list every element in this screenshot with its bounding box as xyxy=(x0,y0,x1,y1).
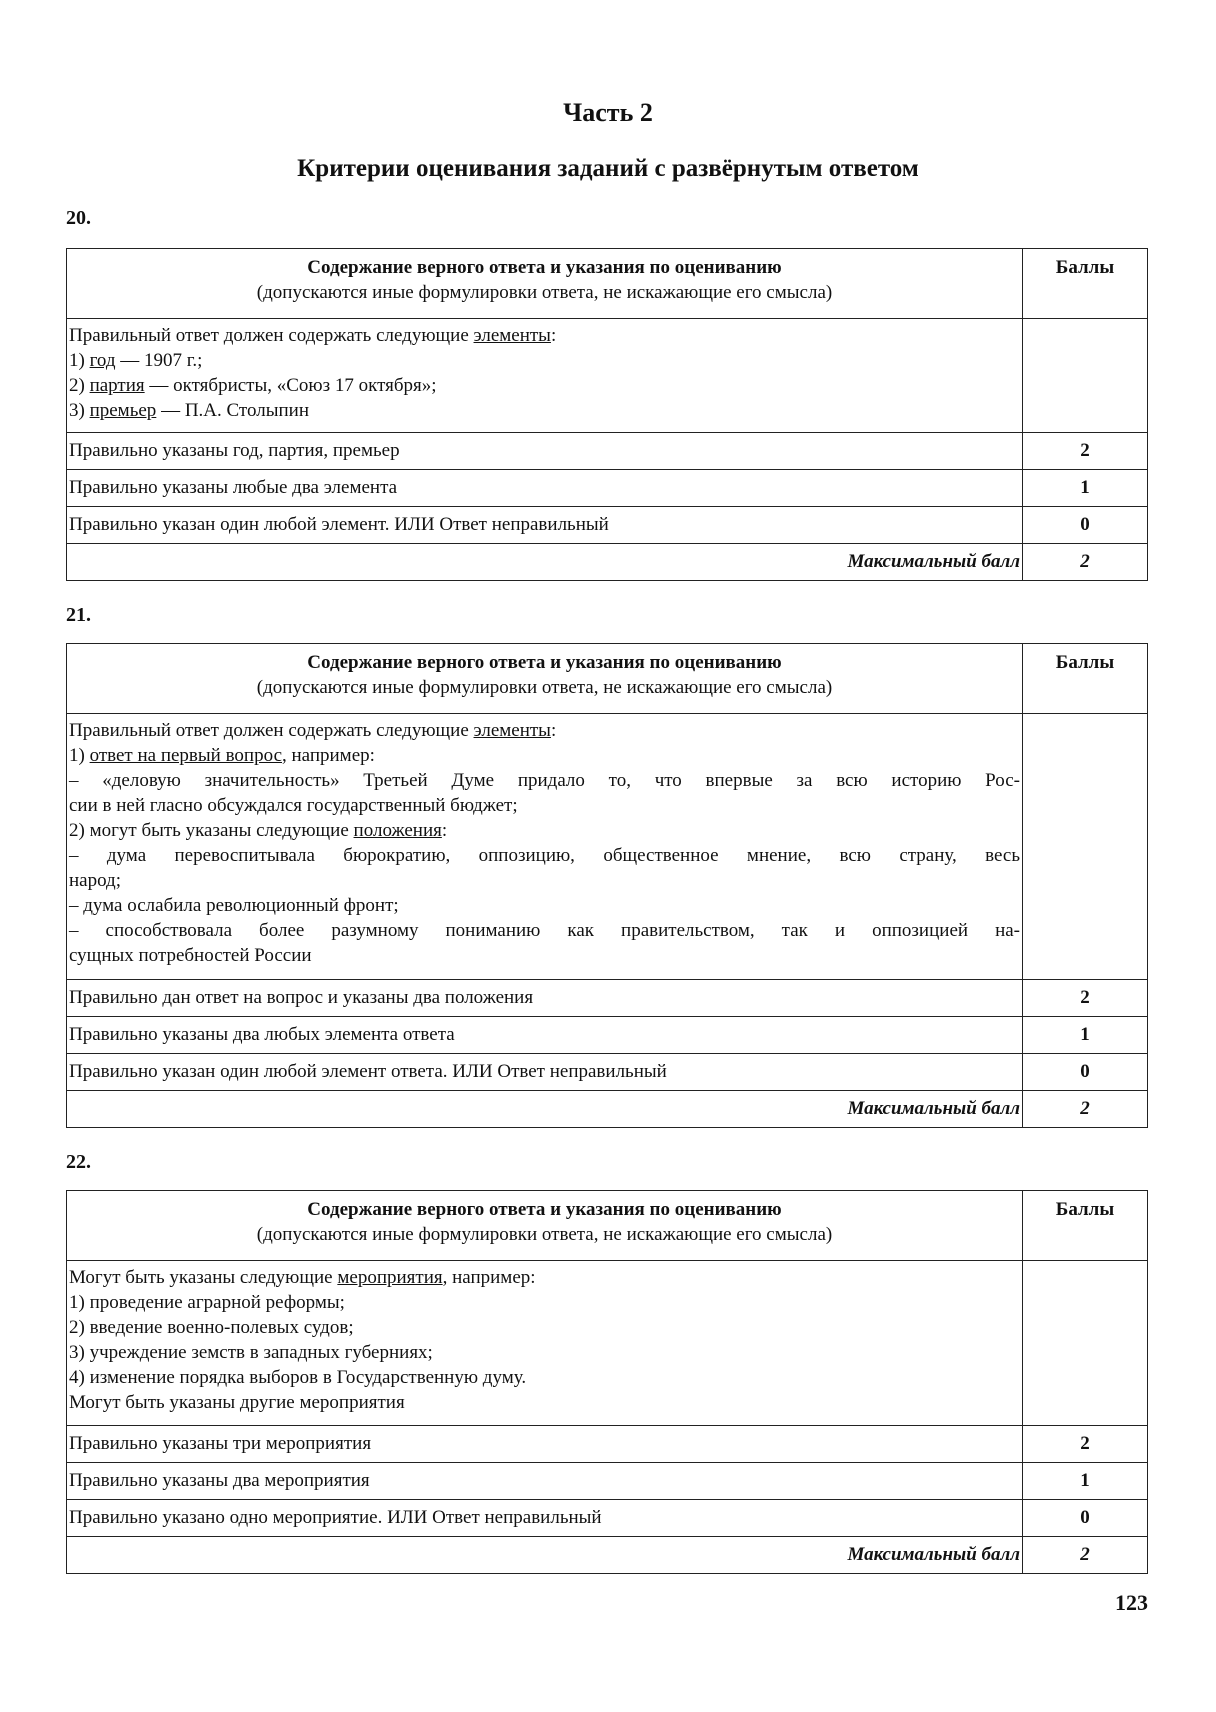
answer-line xyxy=(69,1290,1020,1315)
content-header-title: Содержание верного ответа и указания по оцениванию xyxy=(307,652,782,673)
answer-line xyxy=(69,893,1020,918)
text-span: – «деловую значительность» Третьей Думе придало то, что впервые за всю историю Рос- xyxy=(69,770,1020,791)
answer-line xyxy=(69,373,1020,398)
criteria-row xyxy=(67,1463,1148,1500)
text-span: : xyxy=(441,820,448,841)
criteria-row xyxy=(67,1017,1148,1054)
content-header-title: Содержание верного ответа и указания по оцениванию xyxy=(307,257,782,278)
task-number: 20. xyxy=(66,207,91,229)
max-score-value: 2 xyxy=(1023,1091,1148,1128)
criteria-text: Правильно указаны два мероприятия xyxy=(67,1463,1023,1500)
text-span: , например: xyxy=(442,1267,536,1288)
answer-content-row xyxy=(67,1261,1148,1426)
content-header-note: (допускаются иные формулировки ответа, не искажающие его смысла) xyxy=(256,1224,833,1245)
criteria-row xyxy=(67,507,1148,544)
page-number: 123 xyxy=(1115,1590,1148,1615)
max-score-value: 2 xyxy=(1023,1537,1148,1574)
max-score-label: Максимальный балл xyxy=(67,1537,1023,1574)
answer-line xyxy=(69,718,1020,743)
criteria-row xyxy=(67,1426,1148,1463)
answer-line xyxy=(69,793,1020,818)
criteria-row xyxy=(67,470,1148,507)
text-span: – способствовала более разумному пониманию как правительством, так и оппозицией на- xyxy=(69,920,1020,941)
answer-line xyxy=(69,1340,1020,1365)
text-span: Правильный ответ должен содержать следующие xyxy=(69,720,474,741)
text-span: 2) xyxy=(69,375,90,396)
answer-content-row xyxy=(67,319,1148,433)
answer-content xyxy=(67,714,1023,980)
task-number: 22. xyxy=(66,1151,91,1173)
content-header-note: (допускаются иные формулировки ответа, не искажающие его смысла) xyxy=(256,282,833,303)
text-span: 4) изменение порядка выборов в Государственную думу. xyxy=(69,1367,527,1388)
criteria-row xyxy=(67,433,1148,470)
underlined-term: партия xyxy=(89,375,145,396)
answer-line xyxy=(69,348,1020,373)
content-header xyxy=(67,644,1023,714)
criteria-row xyxy=(67,1054,1148,1091)
criteria-score: 2 xyxy=(1023,433,1148,470)
underlined-term: ответ на первый вопрос xyxy=(89,745,282,766)
text-span: – дума ослабила революционный фронт; xyxy=(69,895,399,916)
criteria-text: Правильно указан один любой элемент ответа. ИЛИ Ответ неправильный xyxy=(67,1054,1023,1091)
underlined-term: элементы xyxy=(473,720,551,741)
answer-content xyxy=(67,319,1023,433)
answer-line xyxy=(69,868,1020,893)
content-header-title: Содержание верного ответа и указания по оцениванию xyxy=(307,1199,782,1220)
answer-content xyxy=(67,1261,1023,1426)
answer-line xyxy=(69,943,1020,968)
max-score-row xyxy=(67,544,1148,581)
underlined-term: элементы xyxy=(473,325,551,346)
text-span: — 1907 г.; xyxy=(115,350,203,371)
score-header: Баллы xyxy=(1023,644,1148,714)
part-heading: Часть 2 xyxy=(563,98,653,127)
text-span: Правильный ответ должен содержать следующие xyxy=(69,325,474,346)
answer-content-row xyxy=(67,714,1148,980)
text-span: сии в ней гласно обсуждался государственный бюджет; xyxy=(69,795,518,816)
criteria-score: 0 xyxy=(1023,1500,1148,1537)
text-span: 1) xyxy=(69,350,90,371)
text-span: – дума перевоспитывала бюрократию, оппозицию, общественное мнение, всю страну, весь xyxy=(69,845,1020,866)
content-header xyxy=(67,1191,1023,1261)
criteria-text: Правильно указаны год, партия, премьер xyxy=(67,433,1023,470)
criteria-text: Правильно указан один любой элемент. ИЛИ Ответ неправильный xyxy=(67,507,1023,544)
score-cell-empty xyxy=(1023,1261,1148,1426)
table-header-row xyxy=(67,644,1148,714)
text-span: Могут быть указаны другие мероприятия xyxy=(69,1392,405,1413)
score-header: Баллы xyxy=(1023,1191,1148,1261)
text-span: — П.А. Столыпин xyxy=(156,400,309,421)
answer-line xyxy=(69,743,1020,768)
criteria-text: Правильно указаны два любых элемента ответа xyxy=(67,1017,1023,1054)
task-number: 21. xyxy=(66,604,91,626)
text-span: : xyxy=(550,325,557,346)
text-span: 3) учреждение земств в западных губерниях; xyxy=(69,1342,433,1363)
answer-line xyxy=(69,1315,1020,1340)
criteria-table xyxy=(66,248,1148,581)
max-score-label: Максимальный балл xyxy=(67,544,1023,581)
text-span: 1) xyxy=(69,745,90,766)
answer-line xyxy=(69,818,1020,843)
text-span: 1) проведение аграрной реформы; xyxy=(69,1292,345,1313)
criteria-table xyxy=(66,643,1148,1128)
score-cell-empty xyxy=(1023,714,1148,980)
answer-line xyxy=(69,843,1020,868)
answer-line xyxy=(69,323,1020,348)
text-span: 2) могут быть указаны следующие xyxy=(69,820,354,841)
table-header-row xyxy=(67,249,1148,319)
underlined-term: премьер xyxy=(89,400,157,421)
page-title: Критерии оценивания заданий с развёрнутым ответом xyxy=(297,155,919,182)
text-span: , например: xyxy=(282,745,375,766)
underlined-term: год xyxy=(89,350,116,371)
answer-line xyxy=(69,768,1020,793)
criteria-score: 1 xyxy=(1023,1463,1148,1500)
table-header-row xyxy=(67,1191,1148,1261)
criteria-text: Правильно указаны любые два элемента xyxy=(67,470,1023,507)
text-span: — октябристы, «Союз 17 октября»; xyxy=(144,375,437,396)
criteria-score: 0 xyxy=(1023,507,1148,544)
criteria-text: Правильно указаны три мероприятия xyxy=(67,1426,1023,1463)
text-span: 3) xyxy=(69,400,90,421)
criteria-score: 2 xyxy=(1023,980,1148,1017)
score-header: Баллы xyxy=(1023,249,1148,319)
criteria-text: Правильно дан ответ на вопрос и указаны два положения xyxy=(67,980,1023,1017)
max-score-row xyxy=(67,1091,1148,1128)
text-span: 2) введение военно-полевых судов; xyxy=(69,1317,354,1338)
criteria-score: 2 xyxy=(1023,1426,1148,1463)
answer-line xyxy=(69,918,1020,943)
max-score-value: 2 xyxy=(1023,544,1148,581)
underlined-term: положения xyxy=(353,820,442,841)
answer-line xyxy=(69,1365,1020,1390)
max-score-label: Максимальный балл xyxy=(67,1091,1023,1128)
underlined-term: мероприятия xyxy=(337,1267,443,1288)
answer-line xyxy=(69,398,1020,423)
criteria-table xyxy=(66,1190,1148,1574)
content-header xyxy=(67,249,1023,319)
text-span: : xyxy=(550,720,557,741)
max-score-row xyxy=(67,1537,1148,1574)
score-cell-empty xyxy=(1023,319,1148,433)
criteria-text: Правильно указано одно мероприятие. ИЛИ Ответ неправильный xyxy=(67,1500,1023,1537)
text-span: сущных потребностей России xyxy=(69,945,312,966)
criteria-score: 1 xyxy=(1023,1017,1148,1054)
answer-line xyxy=(69,1265,1020,1290)
criteria-score: 0 xyxy=(1023,1054,1148,1091)
criteria-row xyxy=(67,980,1148,1017)
text-span: народ; xyxy=(69,870,121,891)
answer-line xyxy=(69,1390,1020,1415)
text-span: Могут быть указаны следующие xyxy=(69,1267,338,1288)
criteria-row xyxy=(67,1500,1148,1537)
criteria-score: 1 xyxy=(1023,470,1148,507)
content-header-note: (допускаются иные формулировки ответа, не искажающие его смысла) xyxy=(256,677,833,698)
